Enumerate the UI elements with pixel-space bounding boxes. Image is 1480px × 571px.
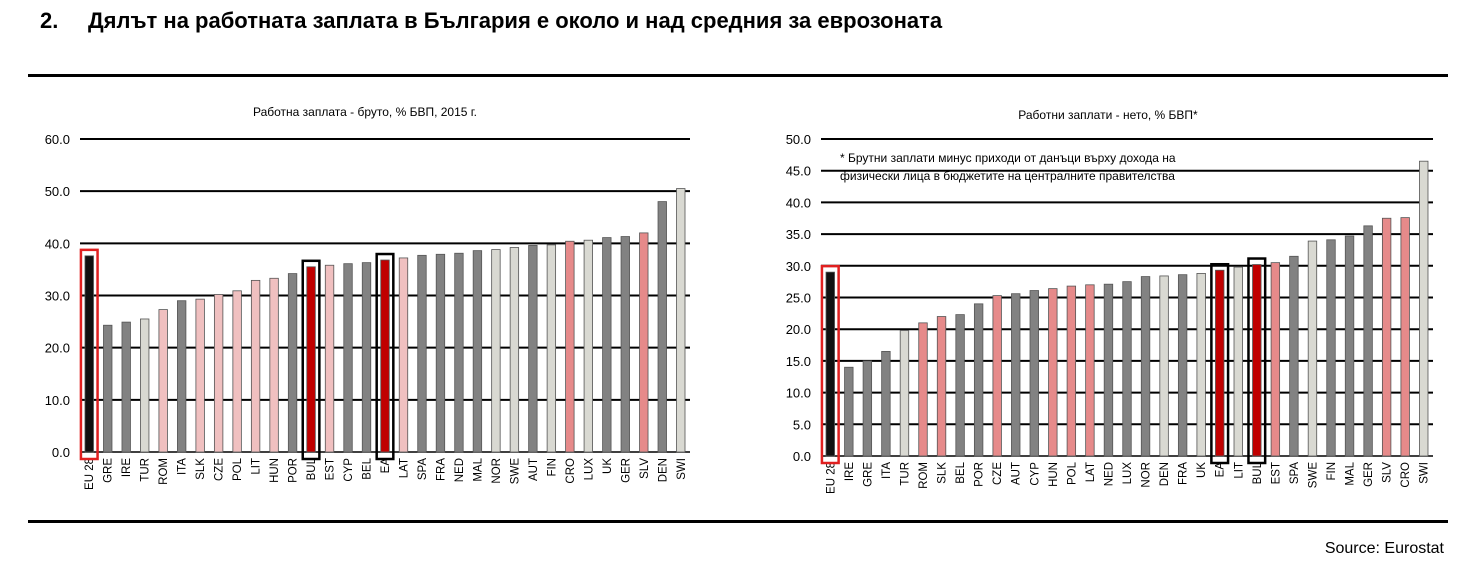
- x-tick-label: GRE: [102, 458, 115, 483]
- chart-title: Работни заплати - нето, % БВП*: [1018, 108, 1198, 122]
- y-tick-label: 25.0: [785, 290, 811, 306]
- x-tick-label: CRO: [1400, 462, 1413, 488]
- bar-cro: [1401, 218, 1410, 456]
- x-tick-label: DEN: [657, 458, 670, 483]
- x-tick-label: POR: [973, 462, 986, 487]
- bar-aut: [1011, 294, 1020, 456]
- bar-cyp: [1030, 291, 1039, 456]
- bar-cro: [566, 241, 575, 452]
- bar-gre: [103, 325, 112, 452]
- x-tick-label: LAT: [1084, 462, 1097, 483]
- bar-est: [325, 265, 334, 452]
- bar-gre: [863, 361, 872, 456]
- x-tick-label: SLK: [936, 462, 949, 484]
- bar-swi: [1419, 161, 1428, 456]
- x-tick-label: CYP: [1029, 462, 1042, 486]
- x-tick-label: ROM: [158, 458, 171, 485]
- x-tick-label: AUT: [527, 458, 540, 481]
- x-tick-label: SLV: [1381, 462, 1394, 483]
- bar-swi: [677, 189, 686, 452]
- bar-bul: [1253, 265, 1262, 456]
- bar-cyp: [344, 264, 353, 452]
- bar-mal: [473, 251, 482, 452]
- bar-fin: [547, 245, 556, 452]
- bar-est: [1271, 263, 1280, 456]
- bar-fra: [1178, 275, 1187, 456]
- x-tick-label: EST: [324, 458, 337, 481]
- bar-fin: [1327, 240, 1336, 456]
- bar-spa: [418, 255, 427, 452]
- x-tick-label: EU 28: [825, 462, 838, 494]
- y-tick-label: 30.0: [44, 288, 70, 304]
- x-tick-label: NED: [453, 458, 466, 483]
- y-tick-label: 15.0: [785, 353, 811, 369]
- y-tick-label: 20.0: [785, 322, 811, 338]
- bar-den: [1160, 276, 1169, 456]
- y-tick-label: 5.0: [792, 417, 811, 433]
- bar-ger: [1364, 226, 1373, 456]
- x-tick-label: TUR: [139, 458, 152, 482]
- y-tick-label: 10.0: [44, 392, 70, 408]
- x-tick-label: ITA: [880, 462, 893, 480]
- bar-slv: [1382, 218, 1391, 456]
- bar-rom: [919, 323, 928, 456]
- bar-lat: [399, 258, 408, 452]
- x-tick-label: ITA: [176, 458, 189, 476]
- x-tick-label: HUN: [269, 458, 282, 483]
- x-tick-label: UK: [601, 458, 614, 474]
- x-tick-label: LIT: [250, 458, 263, 475]
- heading-number: 2.: [40, 8, 59, 33]
- bar-lux: [1123, 282, 1132, 456]
- x-tick-label: MAL: [1344, 462, 1357, 486]
- x-tick-label: SLK: [195, 458, 208, 480]
- bar-pol: [1067, 286, 1076, 456]
- x-tick-label: CZE: [992, 462, 1005, 485]
- plot-area: [45, 132, 690, 490]
- x-tick-label: NOR: [1140, 462, 1153, 488]
- bar-ire: [122, 322, 131, 452]
- x-tick-label: POR: [287, 458, 300, 483]
- source-note: Source: Eurostat: [1324, 540, 1444, 557]
- y-tick-label: 40.0: [785, 195, 811, 211]
- bar-slk: [937, 317, 946, 456]
- bar-swe: [1308, 241, 1317, 456]
- bar-uk: [603, 238, 612, 452]
- bar-swe: [510, 248, 519, 452]
- bar-por: [288, 274, 297, 452]
- x-tick-label: CYP: [343, 458, 356, 482]
- x-tick-label: BUL: [306, 458, 319, 481]
- bar-hun: [1049, 289, 1058, 456]
- y-tick-label: 35.0: [785, 227, 811, 243]
- bar-nor: [492, 250, 501, 452]
- bar-pol: [233, 291, 242, 452]
- x-tick-label: SWI: [1418, 462, 1431, 484]
- y-tick-label: 10.0: [785, 385, 811, 401]
- x-tick-label: HUN: [1047, 462, 1060, 487]
- bar-ea: [1215, 270, 1224, 456]
- x-tick-label: BEL: [955, 462, 968, 484]
- bar-cze: [214, 294, 223, 452]
- x-tick-label: CRO: [564, 458, 577, 484]
- y-tick-label: 50.0: [785, 132, 811, 147]
- bar-mal: [1345, 236, 1354, 456]
- bar-den: [658, 202, 667, 452]
- y-tick-label: 30.0: [785, 258, 811, 274]
- x-tick-label: AUT: [1010, 462, 1023, 485]
- x-tick-label: FIN: [546, 458, 559, 477]
- chart-title: Работна заплата - бруто, % БВП, 2015 г.: [252, 105, 478, 119]
- x-tick-label: NOR: [490, 457, 503, 484]
- x-tick-label: FRA: [435, 458, 448, 481]
- x-tick-label: IRE: [843, 462, 856, 482]
- bar-aut: [529, 245, 538, 452]
- x-tick-label: SWE: [1307, 462, 1320, 489]
- bar-ned: [1104, 284, 1113, 456]
- bar-ger: [621, 237, 630, 452]
- x-tick-label: POL: [232, 458, 245, 482]
- bar-ire: [845, 367, 854, 456]
- x-tick-label: TUR: [899, 462, 912, 486]
- x-tick-label: EU 28: [84, 458, 97, 490]
- x-tick-label: FRA: [1177, 462, 1190, 485]
- x-tick-label: BEL: [361, 458, 374, 480]
- x-tick-label: GER: [1363, 462, 1376, 487]
- chart-annotation-line-1: * Брутни заплати минус приходи от данъци върху дохода на: [840, 151, 1176, 165]
- bar-bel: [956, 315, 965, 456]
- x-tick-label: SPA: [416, 458, 429, 481]
- x-tick-label: EA: [380, 458, 392, 474]
- bar-hun: [270, 278, 279, 452]
- x-tick-label: CZE: [213, 458, 226, 481]
- heading-title: Дялът на работната заплата в България е около и над средния за еврозоната: [88, 8, 943, 33]
- bar-tur: [140, 319, 149, 452]
- y-tick-label: 50.0: [44, 184, 70, 200]
- bar-lux: [584, 240, 593, 452]
- x-tick-label: BUL: [1251, 462, 1264, 485]
- x-tick-label: SPA: [1288, 462, 1301, 485]
- x-tick-label: LAT: [398, 458, 411, 479]
- bottom-rule: [28, 520, 1448, 523]
- bar-eu-28: [85, 256, 94, 452]
- bar-ea: [381, 260, 390, 452]
- bar-ita: [882, 351, 891, 456]
- chart-net-wages: [740, 0, 1480, 515]
- bar-bel: [362, 263, 371, 452]
- x-tick-label: EST: [1270, 462, 1283, 485]
- x-tick-label: MAL: [472, 458, 485, 482]
- bar-uk: [1197, 273, 1206, 456]
- x-tick-label: LUX: [1122, 462, 1134, 485]
- plot-area: [786, 132, 1433, 494]
- bar-spa: [1290, 256, 1299, 456]
- y-tick-label: 20.0: [44, 340, 70, 356]
- bar-ned: [455, 253, 464, 452]
- bar-lat: [1086, 285, 1095, 456]
- x-tick-label: IRE: [121, 458, 134, 478]
- x-tick-label: FIN: [1326, 462, 1338, 481]
- x-tick-label: LUX: [583, 458, 596, 481]
- x-tick-label: NED: [1103, 462, 1116, 487]
- y-tick-label: 40.0: [44, 236, 70, 252]
- x-tick-label: UK: [1196, 462, 1209, 478]
- y-tick-label: 0.0: [792, 449, 811, 464]
- x-tick-label: DEN: [1159, 462, 1172, 487]
- x-tick-label: POL: [1066, 462, 1079, 486]
- bar-tur: [900, 330, 909, 456]
- y-tick-label: 0.0: [51, 445, 70, 460]
- bar-bul: [307, 267, 316, 452]
- bar-nor: [1141, 277, 1150, 456]
- y-tick-label: 45.0: [785, 163, 811, 179]
- bar-por: [974, 304, 983, 456]
- chart-annotation-line-2: физически лица в бюджетите на централните правителства: [840, 169, 1175, 183]
- bar-slv: [640, 233, 649, 452]
- bar-eu-28: [826, 272, 835, 456]
- x-tick-label: EA: [1214, 462, 1227, 478]
- x-tick-label: GER: [620, 458, 633, 483]
- bar-lit: [251, 280, 260, 452]
- chart-gross-wages: [0, 0, 740, 515]
- x-tick-label: SLV: [638, 458, 651, 479]
- x-tick-label: SWE: [509, 458, 522, 485]
- x-tick-label: ROM: [918, 462, 930, 489]
- bar-cze: [993, 296, 1002, 456]
- bar-slk: [196, 299, 205, 452]
- x-tick-label: SWI: [675, 458, 688, 480]
- bar-rom: [159, 310, 168, 452]
- y-tick-label: 60.0: [44, 132, 70, 147]
- bar-lit: [1234, 267, 1243, 456]
- x-tick-label: GRE: [862, 462, 875, 487]
- bar-fra: [436, 254, 445, 452]
- x-tick-label: LIT: [1233, 461, 1246, 479]
- bar-ita: [177, 301, 186, 452]
